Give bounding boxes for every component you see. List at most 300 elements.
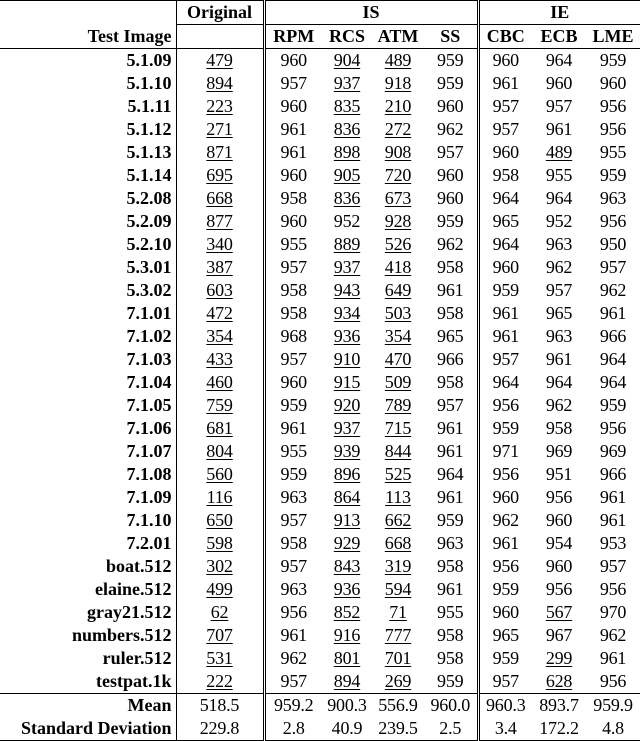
cell-value: 960	[437, 188, 464, 208]
cell-ss	[424, 49, 478, 73]
cell-value: 937	[333, 257, 361, 277]
cell-value: 958	[437, 648, 464, 668]
cell-value: 956	[599, 96, 627, 116]
cell-rcs	[322, 302, 372, 325]
cell-ecb	[532, 302, 586, 325]
cell-value: 960.3	[486, 695, 526, 715]
cell-value: 954	[545, 533, 573, 553]
cell-value: 777	[384, 625, 412, 645]
cell-lme	[586, 417, 640, 440]
cell-original	[176, 394, 264, 417]
cell-atm	[372, 670, 424, 694]
cell-original	[176, 141, 264, 164]
cell-value: 960.0	[430, 695, 471, 715]
cell-rpm	[264, 118, 322, 141]
cell-atm	[372, 49, 424, 73]
cell-value: 271	[206, 119, 233, 139]
cell-ss	[424, 647, 478, 670]
cell-value: 509	[384, 372, 412, 392]
row-label: testpat.1k	[96, 671, 172, 691]
cell-ss	[424, 256, 478, 279]
cell-value: 844	[384, 441, 412, 461]
cell-original	[176, 624, 264, 647]
cell-value: 720	[384, 165, 412, 185]
cell-value: 959	[437, 73, 464, 93]
cell-value: 864	[333, 487, 361, 507]
cell-cbc	[478, 233, 532, 256]
table-row	[0, 95, 640, 118]
cell-value: 836	[333, 119, 361, 139]
cell-ecb	[532, 95, 586, 118]
cell-original	[176, 509, 264, 532]
cell-atm	[372, 532, 424, 555]
cell-ecb	[532, 118, 586, 141]
cell-ss	[424, 601, 478, 624]
cell-value: 957	[545, 280, 573, 300]
cell-lme	[586, 118, 640, 141]
cell-value: 958	[492, 165, 519, 185]
cell-value: 959	[437, 211, 464, 231]
cell-rpm	[264, 624, 322, 647]
cell-atm	[372, 694, 424, 718]
cell-value: 956	[599, 579, 627, 599]
cell-lme	[586, 233, 640, 256]
cell-value: 650	[206, 510, 233, 530]
cell-value: 759	[206, 395, 233, 415]
cell-value: 963	[545, 234, 573, 254]
cell-value: 904	[333, 50, 361, 70]
table-row	[0, 670, 640, 694]
cell-ecb	[532, 279, 586, 302]
cell-lme	[586, 141, 640, 164]
cell-cbc	[478, 670, 532, 694]
cell-ss	[424, 394, 478, 417]
cell-value: 489	[545, 142, 573, 162]
cell-rcs	[322, 256, 372, 279]
cell-value: 958	[437, 556, 464, 576]
cell-ss	[424, 371, 478, 394]
cell-original	[176, 578, 264, 601]
cell-value: 957	[280, 349, 307, 369]
cell-value: 961	[492, 533, 519, 553]
table-row	[0, 325, 640, 348]
cell-value: 908	[384, 142, 412, 162]
row-label: 5.1.14	[126, 165, 172, 185]
cell-original	[176, 302, 264, 325]
cell-cbc	[478, 647, 532, 670]
header-is-group: IS	[264, 1, 478, 25]
cell-lme	[586, 95, 640, 118]
cell-cbc	[478, 417, 532, 440]
cell-value: 962	[437, 234, 464, 254]
header-cbc: CBC	[478, 25, 532, 49]
cell-value: 896	[333, 464, 361, 484]
cell-rpm	[264, 371, 322, 394]
cell-value: 956	[599, 671, 627, 691]
table-row	[0, 302, 640, 325]
cell-value: 953	[599, 533, 627, 553]
cell-value: 964	[437, 464, 464, 484]
cell-lme	[586, 486, 640, 509]
cell-atm	[372, 187, 424, 210]
cell-atm	[372, 717, 424, 741]
cell-value: 877	[206, 211, 233, 231]
cell-value: 957	[492, 96, 519, 116]
table-row	[0, 509, 640, 532]
cell-value: 943	[333, 280, 361, 300]
cell-lme	[586, 348, 640, 371]
cell-original	[176, 440, 264, 463]
cell-value: 707	[206, 625, 233, 645]
cell-cbc	[478, 463, 532, 486]
cell-value: 460	[206, 372, 233, 392]
cell-rcs	[322, 371, 372, 394]
cell-cbc	[478, 578, 532, 601]
cell-value: 958	[437, 372, 464, 392]
cell-value: 354	[384, 326, 412, 346]
cell-rcs	[322, 578, 372, 601]
cell-value: 526	[384, 234, 412, 254]
cell-value: 299	[545, 648, 573, 668]
cell-rcs	[322, 279, 372, 302]
table-row	[0, 578, 640, 601]
cell-value: 957	[280, 556, 307, 576]
cell-value: 967	[545, 625, 573, 645]
cell-rpm	[264, 95, 322, 118]
cell-ecb	[532, 486, 586, 509]
cell-rcs	[322, 118, 372, 141]
cell-lme	[586, 440, 640, 463]
row-label: 5.1.10	[126, 73, 172, 93]
cell-atm	[372, 325, 424, 348]
cell-atm	[372, 509, 424, 532]
cell-lme	[586, 578, 640, 601]
cell-lme	[586, 325, 640, 348]
cell-value: 649	[384, 280, 412, 300]
cell-rpm	[264, 325, 322, 348]
cell-value: 965	[492, 625, 519, 645]
row-label: 5.1.12	[126, 119, 172, 139]
table-summary	[0, 694, 640, 741]
cell-rcs	[322, 210, 372, 233]
cell-rcs	[322, 717, 372, 741]
cell-value: 961	[437, 487, 464, 507]
cell-value: 269	[384, 671, 412, 691]
cell-value: 961	[599, 510, 627, 530]
cell-value: 433	[206, 349, 233, 369]
cell-rcs	[322, 233, 372, 256]
cell-lme	[586, 210, 640, 233]
cell-original	[176, 348, 264, 371]
cell-cbc	[478, 601, 532, 624]
cell-cbc	[478, 256, 532, 279]
table-row	[0, 394, 640, 417]
cell-lme	[586, 164, 640, 187]
row-label: 7.1.09	[126, 487, 172, 507]
cell-ss	[424, 717, 478, 741]
cell-value: 40.9	[331, 718, 363, 738]
cell-rpm	[264, 210, 322, 233]
cell-ss	[424, 233, 478, 256]
row-label: numbers.512	[71, 625, 172, 645]
summary-row	[0, 717, 640, 741]
cell-rpm	[264, 233, 322, 256]
cell-rpm	[264, 509, 322, 532]
cell-atm	[372, 578, 424, 601]
cell-ecb	[532, 187, 586, 210]
cell-rpm	[264, 486, 322, 509]
cell-rcs	[322, 624, 372, 647]
cell-value: 958	[437, 303, 464, 323]
cell-atm	[372, 555, 424, 578]
cell-rpm	[264, 647, 322, 670]
cell-value: 960	[545, 510, 573, 530]
cell-rpm	[264, 578, 322, 601]
cell-value: 113	[385, 487, 411, 507]
cell-ecb	[532, 72, 586, 95]
cell-rcs	[322, 95, 372, 118]
cell-value: 936	[333, 326, 361, 346]
cell-cbc	[478, 717, 532, 741]
header-row-groups	[0, 1, 640, 25]
cell-ecb	[532, 532, 586, 555]
cell-cbc	[478, 555, 532, 578]
row-label: 5.2.09	[126, 211, 172, 231]
cell-value: 354	[206, 326, 233, 346]
cell-value: 960	[492, 602, 519, 622]
table-row	[0, 256, 640, 279]
cell-original	[176, 233, 264, 256]
cell-atm	[372, 279, 424, 302]
cell-ecb	[532, 233, 586, 256]
cell-value: 934	[333, 303, 361, 323]
cell-value: 801	[333, 648, 361, 668]
cell-value: 968	[280, 326, 307, 346]
cell-original	[176, 72, 264, 95]
cell-value: 960	[492, 257, 519, 277]
cell-rcs	[322, 601, 372, 624]
table-body	[0, 49, 640, 694]
cell-ecb	[532, 555, 586, 578]
cell-rpm	[264, 440, 322, 463]
cell-value: 956	[599, 119, 627, 139]
cell-value: 960	[545, 556, 573, 576]
cell-original	[176, 694, 264, 718]
cell-ss	[424, 95, 478, 118]
cell-ss	[424, 417, 478, 440]
cell-rcs	[322, 49, 372, 73]
cell-ss	[424, 578, 478, 601]
row-label: 5.1.13	[126, 142, 172, 162]
row-label: Standard Deviation	[0, 717, 176, 741]
cell-original	[176, 601, 264, 624]
cell-value: 272	[384, 119, 412, 139]
row-label: 7.2.01	[126, 533, 172, 553]
table-row	[0, 210, 640, 233]
cell-atm	[372, 440, 424, 463]
cell-value: 222	[206, 671, 233, 691]
cell-cbc	[478, 694, 532, 718]
cell-rpm	[264, 555, 322, 578]
cell-lme	[586, 624, 640, 647]
cell-original	[176, 647, 264, 670]
cell-value: 964	[599, 372, 627, 392]
row-label: elaine.512	[95, 579, 172, 599]
cell-value: 701	[384, 648, 412, 668]
cell-atm	[372, 647, 424, 670]
cell-value: 3.4	[494, 718, 517, 738]
cell-ecb	[532, 463, 586, 486]
cell-rcs	[322, 532, 372, 555]
cell-value: 957	[280, 671, 307, 691]
cell-lme	[586, 463, 640, 486]
cell-value: 116	[206, 487, 233, 507]
cell-cbc	[478, 486, 532, 509]
cell-value: 959	[437, 510, 464, 530]
header-row-columns	[0, 25, 640, 49]
cell-rcs	[322, 463, 372, 486]
cell-value: 889	[333, 234, 361, 254]
cell-cbc	[478, 72, 532, 95]
row-label: boat.512	[105, 556, 172, 576]
row-label: 5.2.08	[126, 188, 172, 208]
cell-value: 963	[280, 487, 307, 507]
cell-value: 964	[492, 372, 519, 392]
cell-value: 961	[545, 349, 573, 369]
cell-value: 239.5	[378, 718, 418, 738]
cell-value: 789	[384, 395, 412, 415]
cell-ss	[424, 118, 478, 141]
cell-atm	[372, 233, 424, 256]
cell-value: 556.9	[378, 695, 418, 715]
cell-rpm	[264, 394, 322, 417]
cell-ss	[424, 532, 478, 555]
cell-value: 2.5	[439, 718, 462, 738]
cell-value: 898	[333, 142, 361, 162]
cell-value: 936	[333, 579, 361, 599]
cell-original	[176, 555, 264, 578]
cell-value: 956	[599, 211, 627, 231]
cell-value: 956	[545, 487, 573, 507]
cell-value: 960	[492, 487, 519, 507]
cell-value: 965	[545, 303, 573, 323]
cell-rcs	[322, 694, 372, 718]
cell-ss	[424, 72, 478, 95]
cell-value: 957	[280, 257, 307, 277]
cell-cbc	[478, 371, 532, 394]
cell-value: 956	[492, 556, 519, 576]
cell-value: 965	[492, 211, 519, 231]
cell-value: 2.8	[282, 718, 305, 738]
table-row	[0, 440, 640, 463]
cell-value: 964	[545, 188, 573, 208]
table-row	[0, 463, 640, 486]
cell-value: 4.8	[602, 718, 624, 738]
cell-ecb	[532, 670, 586, 694]
cell-cbc	[478, 440, 532, 463]
cell-ss	[424, 440, 478, 463]
row-label: 7.1.06	[126, 418, 172, 438]
cell-value: 965	[437, 326, 464, 346]
cell-ecb	[532, 624, 586, 647]
cell-value: 959.9	[593, 695, 633, 715]
cell-value: 951	[545, 464, 573, 484]
cell-value: 910	[333, 349, 361, 369]
cell-atm	[372, 256, 424, 279]
cell-ecb	[532, 49, 586, 73]
header-test-image: Test Image	[87, 25, 172, 46]
table-row	[0, 647, 640, 670]
cell-rpm	[264, 532, 322, 555]
cell-ss	[424, 325, 478, 348]
cell-value: 913	[333, 510, 361, 530]
cell-value: 961	[280, 418, 307, 438]
cell-value: 229.8	[199, 718, 240, 738]
cell-value: 957	[280, 73, 307, 93]
cell-lme	[586, 694, 640, 718]
cell-value: 489	[384, 50, 412, 70]
cell-original	[176, 95, 264, 118]
cell-atm	[372, 118, 424, 141]
cell-original	[176, 187, 264, 210]
cell-rcs	[322, 394, 372, 417]
row-label: 7.1.08	[126, 464, 172, 484]
cell-lme	[586, 302, 640, 325]
cell-value: 668	[206, 188, 233, 208]
cell-atm	[372, 601, 424, 624]
cell-value: 957	[599, 556, 627, 576]
cell-ss	[424, 509, 478, 532]
cell-original	[176, 670, 264, 694]
cell-lme	[586, 670, 640, 694]
cell-value: 952	[333, 211, 361, 231]
cell-value: 900.3	[327, 695, 367, 715]
cell-ecb	[532, 348, 586, 371]
cell-value: 894	[333, 671, 361, 691]
cell-rcs	[322, 141, 372, 164]
header-empty-cell	[0, 1, 176, 25]
cell-original	[176, 210, 264, 233]
cell-value: 962	[599, 625, 627, 645]
cell-atm	[372, 95, 424, 118]
cell-rpm	[264, 463, 322, 486]
cell-original	[176, 371, 264, 394]
cell-value: 956	[492, 395, 519, 415]
table-row	[0, 49, 640, 73]
cell-cbc	[478, 95, 532, 118]
cell-value: 681	[206, 418, 233, 438]
cell-value: 836	[333, 188, 361, 208]
cell-ecb	[532, 371, 586, 394]
cell-lme	[586, 532, 640, 555]
cell-lme	[586, 371, 640, 394]
cell-value: 673	[384, 188, 412, 208]
cell-rcs	[322, 670, 372, 694]
row-label: 5.1.09	[0, 49, 176, 73]
cell-atm	[372, 371, 424, 394]
cell-lme	[586, 49, 640, 73]
row-label: 7.1.01	[126, 303, 172, 323]
cell-original	[176, 256, 264, 279]
table-row	[0, 371, 640, 394]
cell-original	[176, 49, 264, 73]
cell-value: 957	[599, 257, 627, 277]
cell-value: 302	[206, 556, 233, 576]
cell-value: 628	[545, 671, 573, 691]
cell-ss	[424, 694, 478, 718]
cell-cbc	[478, 49, 532, 73]
cell-ecb	[532, 210, 586, 233]
